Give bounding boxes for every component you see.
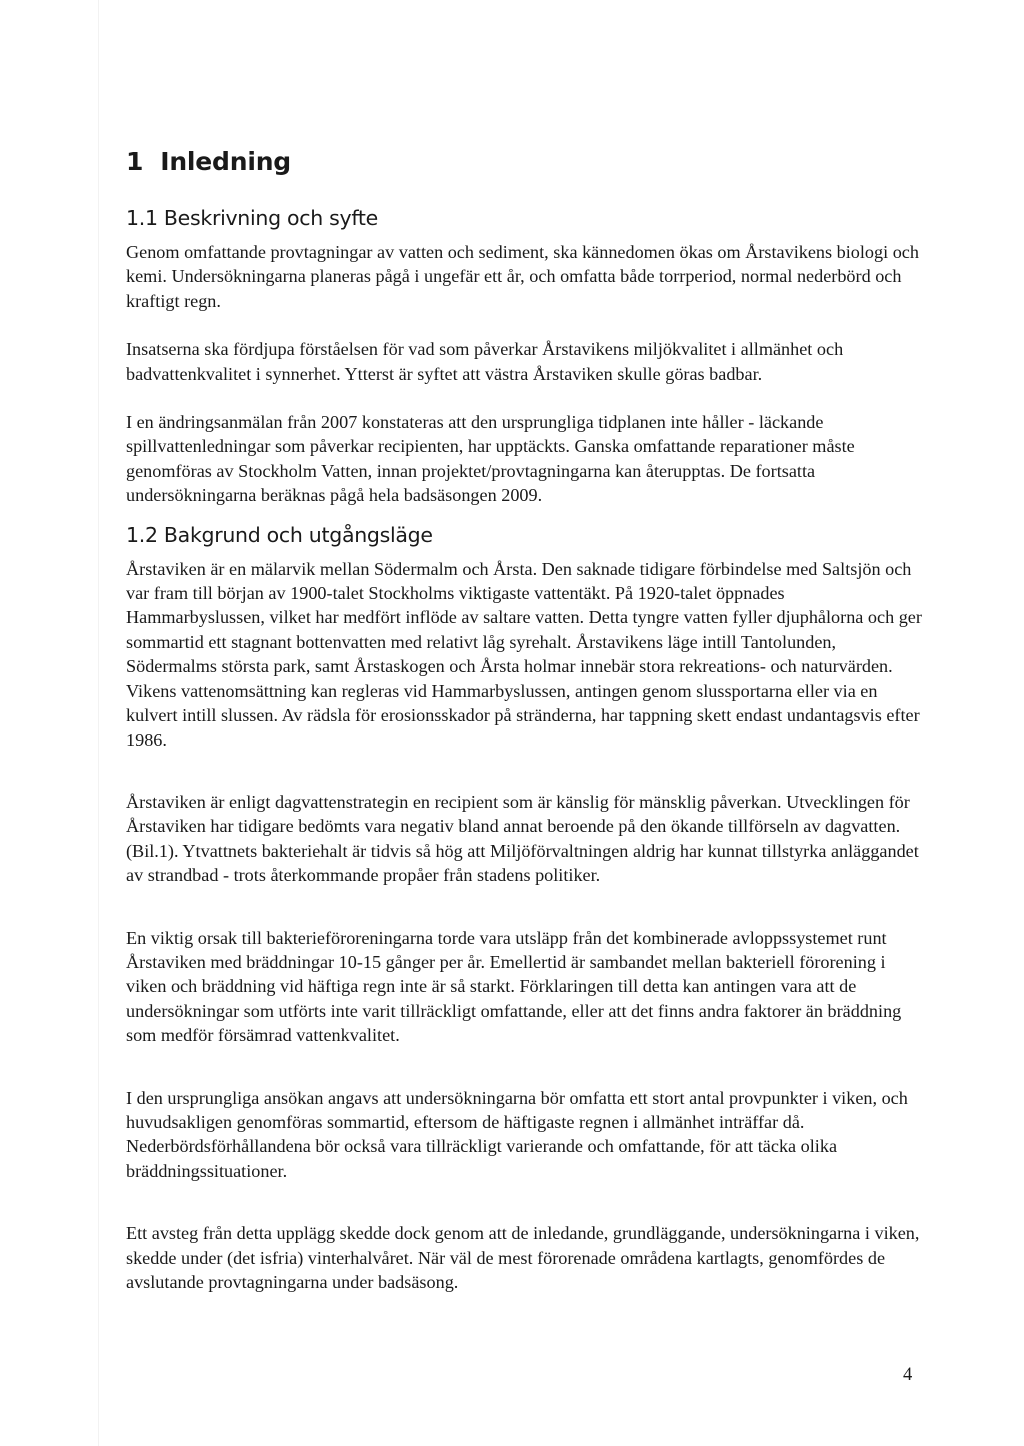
paragraph: Årstaviken är en mälarvik mellan Södermalm och Årsta. Den saknade tidigare förbindelse med Saltsjön och var fram till början av 1900-talet Stockholms viktigaste vattentäkt. På 1920-talet öppnades Hammarbyslussen, vilket har medfört inflöde av saltare vatten. Detta tyngre vatten fyller djuphålorna och ger sommartid ett stagnant bottenvatten med relativt låg syrehalt. Årstavikens läge intill Tantolunden, Södermalms största park, samt Årstaskogen och Årsta holmar innebär stora rekreations- och naturvärden. Vikens vattenomsättning kan regleras vid Hammarbyslussen, antingen genom slussportarna eller via en kulvert intill slussen. Av rädsla för erosionsskador på stränderna, har tappning skett endast undantagsvis efter 1986.: [126, 558, 922, 750]
paragraph: Årstaviken är enligt dagvattenstrategin en recipient som är känslig för mänsklig påverkan. Utvecklingen för Årstaviken har tidigare bedömts vara negativ bland annat beroende på den ökande tillförseln av dagvatten. (Bil.1). Ytvattnets bakteriehalt är tidvis så hög att Miljöförvaltningen aldrig har kunnat tillstyrka anläggandet av strandbad - trots återkommande propåer från stadens politiker.: [126, 791, 919, 886]
scan-edge: [98, 0, 99, 1446]
section-title: Beskrivning och syfte: [163, 206, 378, 230]
paragraph: I en ändringsanmälan från 2007 konstateras att den ursprungliga tidplanen inte håller - läckande spillvattenledningar som påverkar recipienten, har upptäckts. Ganska omfattande reparationer måste genomföras av Stockholm Vatten, innan projektet/provtagningarna kan återupptas. De fortsatta undersökningarna beräknas pågå hela badsäsongen 2009.: [126, 412, 855, 506]
paragraph: I den ursprungliga ansökan angavs att undersökningarna bör omfatta ett stort antal provpunkter i viken, och huvudsakligen genomföras sommartid, eftersom de häftigaste regnen i allmänhet inträffar då. Nederbördsförhållandena bör också vara tillräckligt varierande och omfattande, för att täcka olika bräddningssituationer.: [126, 1087, 908, 1181]
section-heading-1-2: [126, 521, 926, 549]
section-title: Bakgrund och utgångsläge: [163, 522, 433, 547]
page-content: [126, 146, 926, 1318]
paragraph: Insatserna ska fördjupa förståelsen för vad som påverkar Årstavikens miljökvalitet i allmänhet och badvattenkvalitet i synnerhet. Ytterst är syftet att västra Årstaviken skulle göras badbar.: [126, 339, 844, 384]
page-number: 4: [903, 1365, 913, 1385]
paragraph: En viktig orsak till bakterieföroreningarna torde vara utsläpp från det kombinerade avloppssystemet runt Årstaviken med bräddningar 10-15 gånger per år. Emellertid är sambandet mellan bakteriell förorening i viken och bräddning vid häftiga regn inte är så starkt. Förklaringen till detta kan antingen vara att de undersökningar som utförts inte varit tillräckligt omfattande, eller att det finns andra faktorer än bräddning som medför försämrad vattenkvalitet.: [126, 927, 902, 1046]
chapter-heading: [126, 146, 926, 178]
chapter-number: 1: [126, 147, 144, 176]
section-number: 1.2: [126, 522, 158, 547]
paragraph: Ett avsteg från detta upplägg skedde dock genom att de inledande, grundläggande, undersökningarna i viken, skedde under (det isfria) vinterhalvåret. När väl de mest förorenade områdena kartlagts, genomfördes de avslutande provtagningarna under badsäsong.: [126, 1223, 920, 1292]
section-number: 1.1: [126, 206, 158, 230]
paragraph: Genom omfattande provtagningar av vatten och sediment, ska kännedomen ökas om Årstavikens biologi och kemi. Undersökningarna planeras pågå i ungefär ett år, och omfatta både torrperiod, normal nederbörd och kraftigt regn.: [126, 242, 919, 311]
section-heading-1-1: [126, 204, 926, 232]
chapter-title: Inledning: [160, 147, 291, 176]
